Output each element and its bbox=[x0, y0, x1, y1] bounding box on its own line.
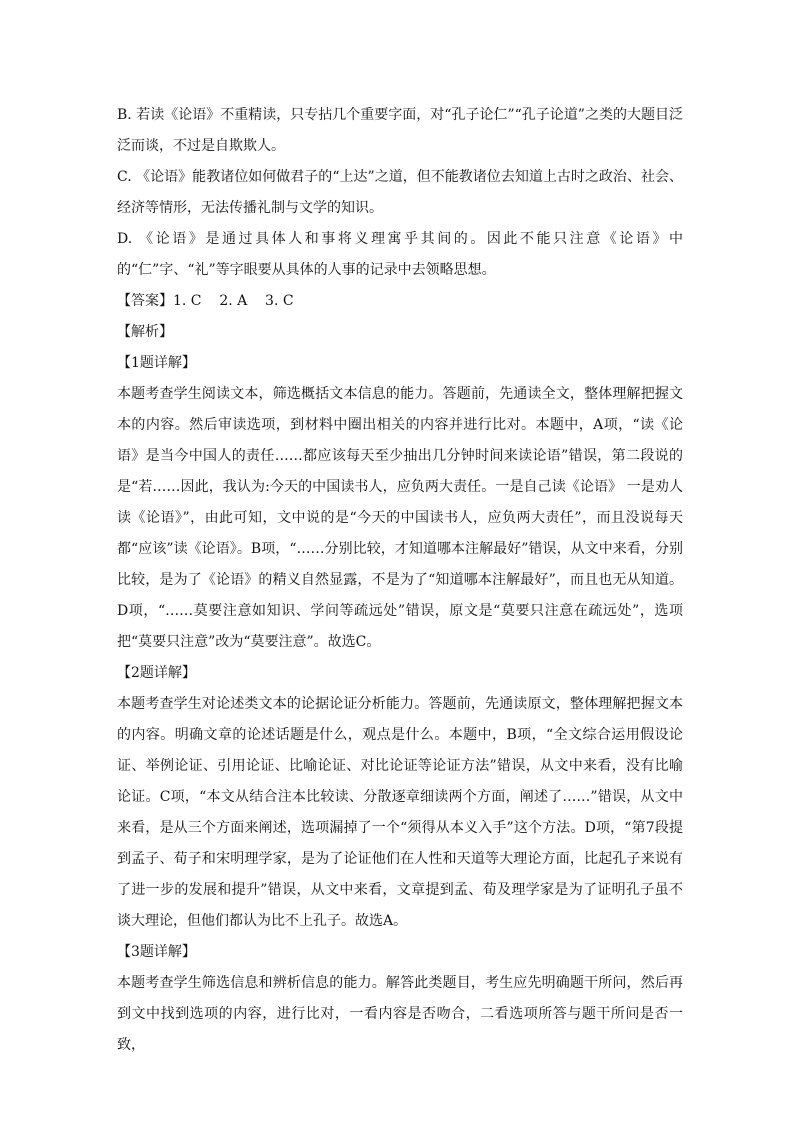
q1-heading: 【1题详解】 bbox=[117, 355, 196, 371]
q1-explanation: 本题考查学生阅读文本，筛选概括文本信息的能力。答题前，先通读全文，整体理解把握文本的内容。然后审读选项，到材料中圈出相关的内容并进行比对。本题中，A项，“读《论语》是当今中国人的责任……都应该每天至少抽出几分钟时间来读论语”错误，第二段说的是“若……因此，我认为:今天的中国读书人，应负两大责任。一是自己读《论语》 一是劝人读《论语》”，由此可知，文中说的是“今天的中国读书人，应负两大责任”，而且没说每天都“应该”读《论语》。B项，“……分别比较，才知道哪本注解最好”错误，从文中来看，分别比较，是为了《论语》的精义自然显露，不是为了“知道哪本注解最好”，而且也无从知道。D项，“……莫要注意如知识、学问等疏远处”错误，原文是“莫要只注意在疏远处”，选项把“莫要只注意”改为“莫要注意”。故选C。 bbox=[117, 386, 683, 650]
document-body bbox=[117, 100, 683, 1061]
q3-heading: 【3题详解】 bbox=[117, 944, 196, 960]
q3-explanation: 本题考查学生筛选信息和辨析信息的能力。解答此类题目，考生应先明确题干所问，然后再到文中找到选项的内容，进行比对，一看内容是否吻合，二看选项所答与题干所问是否一致， bbox=[117, 975, 683, 1053]
analysis-label: 【解析】 bbox=[117, 324, 173, 340]
answer-line bbox=[117, 286, 683, 317]
answer-text: 1. C 2. A 3. C bbox=[173, 293, 294, 309]
option-b: B. 若读《论语》不重精读，只专拈几个重要字面，对“孔子论仁”“孔子论道”之类的大题目泛泛而谈，不过是自欺欺人。 bbox=[117, 107, 683, 154]
q2-heading: 【2题详解】 bbox=[117, 665, 196, 681]
option-c: C. 《论语》能教诸位如何做君子的“上达”之道，但不能教诸位去知道上古时之政治、社会、经济等情形，无法传播礼制与文学的知识。 bbox=[117, 169, 683, 216]
option-d: D. 《论语》是通过具体人和事将义理寓乎其间的。因此不能只注意《论语》中的“仁”字、“礼”等字眼要从具体的人事的记录中去领略思想。 bbox=[117, 231, 683, 278]
answer-label: 【答案】 bbox=[117, 293, 173, 309]
q2-explanation: 本题考查学生对论述类文本的论据论证分析能力。答题前，先通读原文，整体理解把握文本的内容。明确文章的论述话题是什么，观点是什么。本题中，B项，“全文综合运用假设论证、举例论证、引用论证、比喻论证、对比论证等论证方法”错误，从文中来看，没有比喻论证。C项，“本文从结合注本比较读、分散逐章细读两个方面，阐述了……”错误，从文中来看，是从三个方面来阐述，选项漏掉了一个“须得从本义入手”这个方法。D项，“第7段提到孟子、荀子和宋明理学家，是为了论证他们在人性和天道等大理论方面，比起孔子来说有了进一步的发展和提升”错误，从文中来看，文章提到孟、荀及理学家是为了证明孔子虽不谈大理论，但他们都认为比不上孔子。故选A。 bbox=[117, 696, 683, 929]
